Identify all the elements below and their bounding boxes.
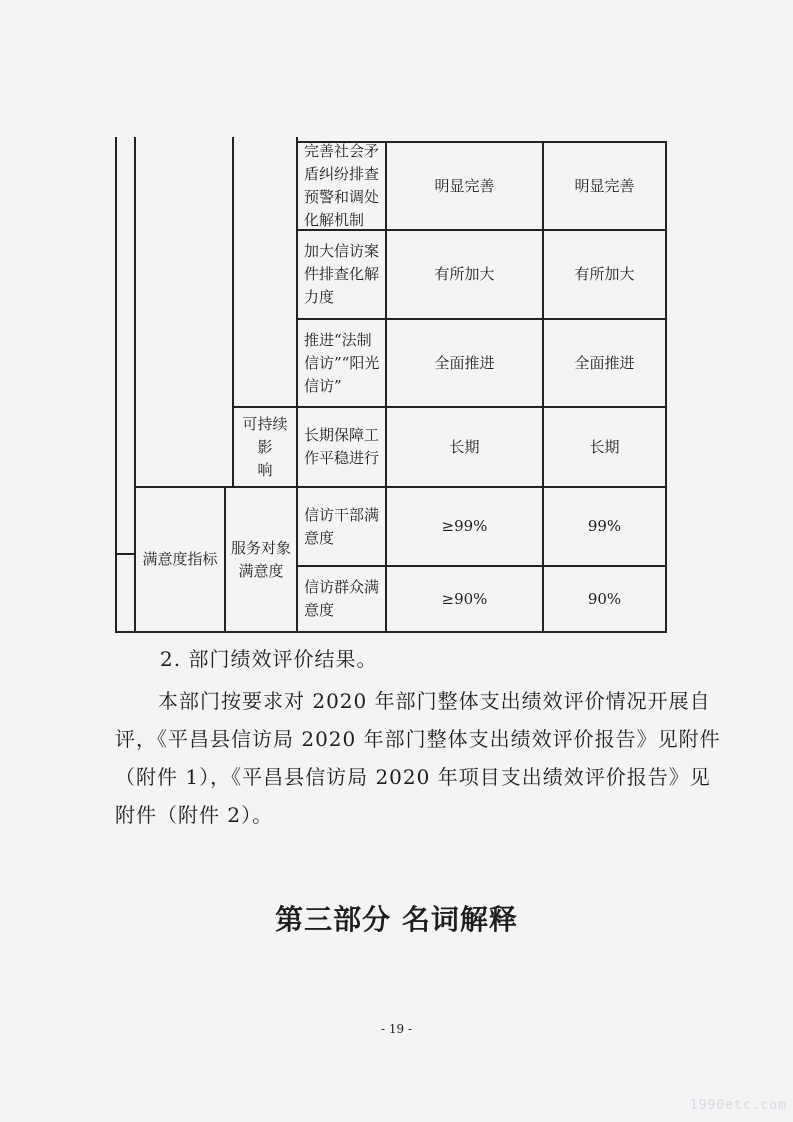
- table-cell-target: 全面推进: [434, 353, 495, 372]
- table-cell-target: 明显完善: [434, 176, 495, 195]
- paragraph-line: 本部门按要求对 2020 年部门整体支出绩效评价情况开展自: [158, 689, 711, 713]
- table-cell-indicator: 信访群众满 意度: [304, 578, 380, 619]
- section-title: 2. 部门绩效评价结果。: [160, 647, 378, 671]
- table-line: [115, 631, 667, 633]
- table-cell-actual: 长期: [589, 437, 620, 456]
- table-cell-subcategory: 服务对象 满意度: [230, 538, 291, 580]
- paragraph-line: （附件 1），《平昌县信访局 2020 年项目支出绩效评价报告》见: [115, 765, 711, 789]
- table-cell-indicator: 长期保障工 作平稳进行: [304, 426, 380, 467]
- part-heading: 第三部分 名词解释: [275, 903, 518, 936]
- table-cell-target: ≥99%: [441, 517, 488, 535]
- table-cell-actual: 全面推进: [574, 353, 635, 372]
- paragraph-line: 评，《平昌县信访局 2020 年部门整体支出绩效评价报告》见附件: [115, 727, 721, 751]
- table-line: [115, 137, 117, 633]
- table-line: [115, 553, 136, 555]
- table-cell-indicator: 加大信访案 件排查化解 力度: [304, 242, 380, 306]
- table-cell-indicator: 完善社会矛 盾纠纷排查 预警和调处 化解机制: [304, 142, 380, 229]
- table-cell-actual: 有所加大: [574, 265, 635, 283]
- page-number: - 19 -: [380, 1022, 412, 1036]
- table-cell-indicator: 推进“法制 信访”“阳光 信访”: [304, 330, 380, 395]
- table-cell-actual: 明显完善: [574, 176, 635, 195]
- table-cell-subcategory: 可持续影 响: [242, 414, 288, 479]
- paragraph-line: 附件（附件 2）。: [115, 803, 274, 827]
- table-cell-category: 满意度指标: [142, 550, 218, 568]
- table-cell-target: 有所加大: [434, 265, 495, 283]
- table-cell-target: ≥90%: [441, 589, 488, 608]
- table-cell-target: 长期: [449, 437, 480, 456]
- table-line: [665, 141, 667, 633]
- table-cell-actual: 90%: [587, 589, 622, 608]
- watermark: 1990etc.com: [689, 1098, 787, 1113]
- table-cell-indicator: 信访干部满 意度: [304, 505, 380, 547]
- table-cell-actual: 99%: [587, 517, 622, 535]
